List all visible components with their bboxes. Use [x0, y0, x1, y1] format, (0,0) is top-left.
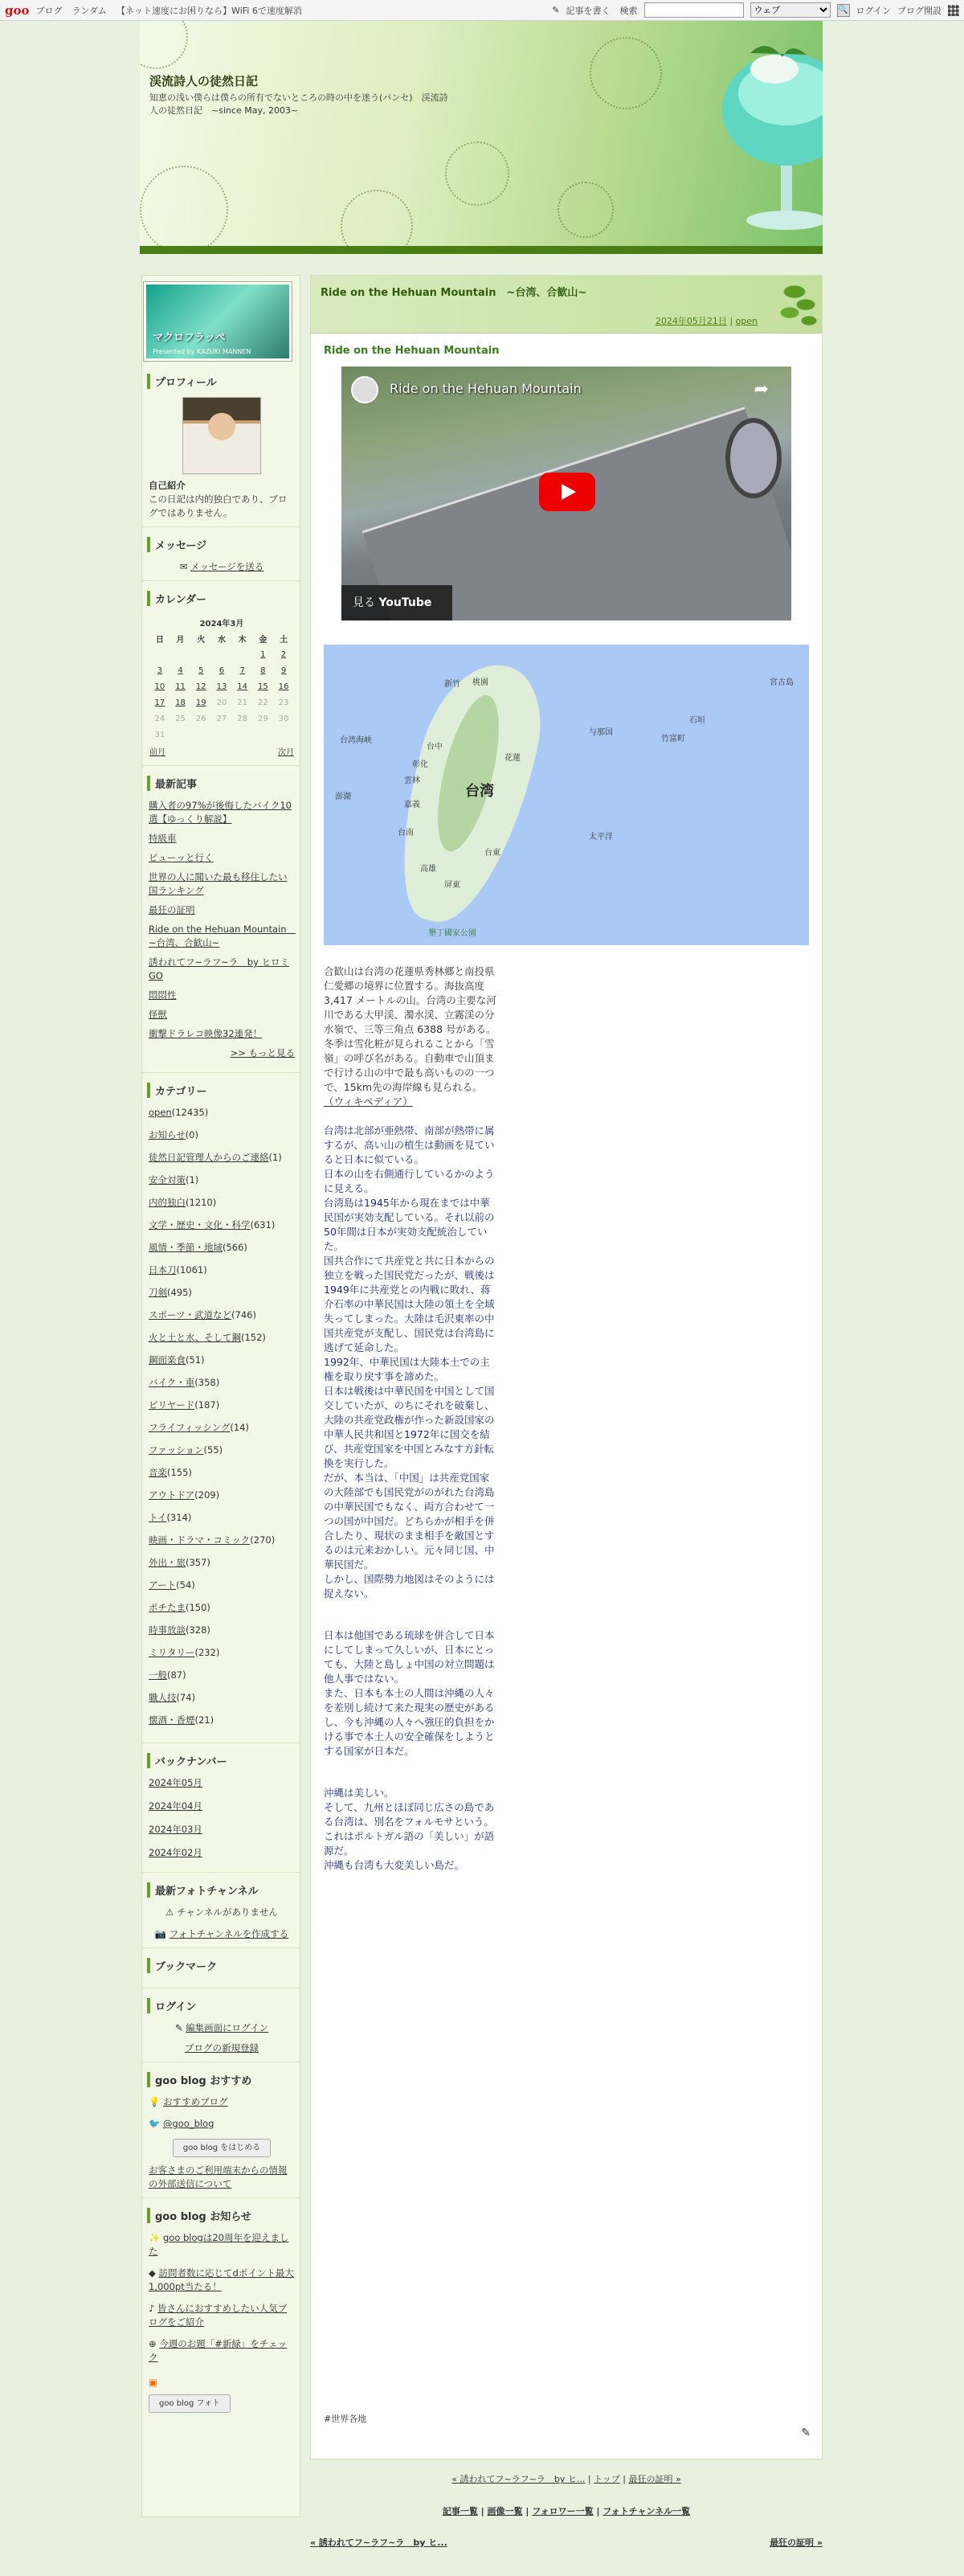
calendar-day-link[interactable]: 18 — [175, 698, 186, 707]
recent-post-link[interactable]: 特級車 — [149, 833, 177, 844]
category-item — [149, 1579, 295, 1592]
calendar-day: 27 — [216, 714, 227, 723]
calendar-day-link[interactable]: 6 — [219, 666, 225, 675]
theme-icon: ⊕ — [149, 2338, 157, 2349]
weekday: 水 — [217, 635, 226, 645]
category-count: (55) — [203, 1444, 223, 1456]
category-count: (87) — [167, 1669, 186, 1681]
backnumber-link[interactable]: 2024年04月 — [149, 1800, 202, 1812]
map-label: 澎湖 — [335, 792, 351, 801]
map-label: 台東 — [484, 849, 500, 858]
calendar-day — [149, 646, 170, 662]
category-count: (21) — [194, 1714, 214, 1726]
category-item — [149, 1241, 295, 1255]
entry-meta — [656, 314, 758, 327]
edit-login-link[interactable]: 編集画面にログイン — [186, 2022, 269, 2033]
category-item — [149, 1128, 295, 1142]
news-section — [142, 2198, 300, 2419]
category-count: (746) — [231, 1309, 256, 1321]
next-entry-link[interactable]: 最狂の証明 » — [770, 2537, 823, 2548]
paragraph: 日本は他国である琉球を併合して日本にしてしまって久しいが、日本にとっても、大陸と島しょ中国の対立問題は他人事ではない。 — [324, 1629, 495, 1685]
category-link[interactable]: ミリタリー — [149, 1647, 195, 1658]
category-count: (187) — [194, 1399, 220, 1411]
news-link[interactable]: 訪問者数に応じてdポイント最大1,000pt当たる！ — [149, 2267, 294, 2292]
follower-list-link[interactable]: フォロワー一覧 — [532, 2506, 594, 2517]
calendar-day-link[interactable]: 9 — [280, 666, 287, 675]
calendar-section — [142, 581, 300, 766]
weekday: 火 — [197, 635, 206, 645]
calendar-day: 31 — [154, 730, 165, 739]
goo-logo[interactable]: goo — [5, 2, 30, 18]
map-label: 台湾海峡 — [340, 736, 372, 745]
category-heading: カテゴリー — [147, 1083, 295, 1098]
entry-text-blue — [324, 1124, 497, 1873]
category-item — [149, 1466, 295, 1480]
weekday: 日 — [155, 635, 164, 645]
bookmark-section — [142, 1948, 300, 1988]
category-item — [149, 1286, 295, 1300]
paragraph: 合歓山は台湾の花蓮県秀林郷と南投県仁愛郷の境界に位置する。海抜高度 3,417 メートルの山。台湾の主要な河川である大甲渓、濁水渓、立霧渓の分水嶺で、三等三角点 6388 号がある。冬季は雪化粧が見られることから「雪嶺」の呼び名がある。自動車で山頂まで行ける山の中で最も高いものの一つで、15km先の海岸線も見られる。 — [324, 965, 496, 1093]
category-item — [149, 1196, 295, 1210]
write-article-link[interactable]: 記事を書く — [566, 5, 611, 16]
category-link[interactable]: 映画・ドラマ・コミック — [149, 1534, 251, 1546]
search-input[interactable] — [644, 2, 744, 18]
lace-ornament — [558, 182, 614, 238]
calendar-day-link[interactable]: 17 — [154, 698, 165, 707]
backnumber-heading: バックナンバー — [147, 1753, 295, 1768]
send-message-link[interactable]: メッセージを送る — [190, 561, 264, 572]
channel-avatar[interactable] — [351, 376, 378, 403]
message-heading: メッセージ — [147, 537, 295, 552]
paragraph: 日本の山を右側通行しているかのように見える。 — [324, 1168, 495, 1194]
calendar-table — [149, 614, 294, 759]
calendar-day-link[interactable]: 15 — [258, 682, 268, 691]
category-link[interactable]: ファッション — [149, 1444, 204, 1456]
more-posts-link[interactable]: >> もっと見る — [230, 1047, 295, 1059]
paragraph: また、日本も本土の人間は沖縄の人々を差別し続けて来た現実の歴史があるし、今も沖縄の人々へ強圧的負担をかける事で本土人の安全確保をしようとする国家が日本だ。 — [324, 1687, 495, 1757]
lace-ornament — [445, 141, 509, 206]
map-label: 嘉義 — [404, 801, 420, 809]
paragraph: 沖縄は美しい。 — [324, 1787, 394, 1799]
calendar-day-link[interactable]: 2 — [280, 649, 287, 659]
pencil-icon: ✎ — [552, 5, 560, 15]
calendar-day — [232, 646, 253, 662]
calendar-day: 21 — [237, 698, 248, 707]
category-item — [149, 1151, 295, 1165]
category-link[interactable]: 刀剣 — [149, 1287, 167, 1298]
recent-post-link[interactable]: 衝撃ドラレコ映像32連発！ — [149, 1028, 263, 1039]
category-item — [149, 1646, 295, 1660]
play-button[interactable] — [539, 473, 595, 511]
lace-ornament — [140, 166, 228, 254]
category-count: (495) — [167, 1287, 192, 1298]
category-count: (1) — [268, 1152, 282, 1163]
category-section — [142, 1073, 300, 1743]
envelope-icon: ✉ — [179, 561, 188, 572]
category-link[interactable]: 職人技 — [149, 1692, 177, 1703]
goo-blog-photo-button[interactable]: goo blog フォト — [149, 2394, 231, 2413]
recommended-blogs-link[interactable]: おすすめブログ — [162, 2096, 228, 2107]
sparkle-icon: ✨ — [149, 2232, 161, 2243]
new-blog-link[interactable]: ブログの新規登録 — [185, 2042, 259, 2054]
calendar-day: 29 — [258, 714, 268, 723]
paragraph: 日本は戦後は中華民国を中国として国交していたが、のちにそれを破棄し、大陸の共産党政権が作った新設国家の中華人民共和国と1972年に国交を結び、共産党国家を中国とみなす方針転換を実行した。 — [324, 1385, 495, 1469]
photo-channel-section — [142, 1873, 300, 1948]
lace-ornament — [590, 37, 662, 109]
youtube-embed[interactable] — [341, 367, 791, 620]
map-label-taiwan: 台湾 — [465, 783, 494, 800]
map-label: 与那国 — [589, 728, 613, 737]
category-item — [149, 1421, 295, 1435]
category-count: (1210) — [186, 1197, 217, 1208]
calendar-day-link[interactable]: 19 — [195, 698, 206, 707]
camera-icon: 📷 — [154, 1928, 167, 1939]
rss-icon[interactable]: ▣ — [149, 2377, 157, 2388]
category-link[interactable]: 懐酒・香煙 — [149, 1714, 195, 1726]
article-list-link[interactable]: 記事一覧 — [442, 2506, 478, 2517]
news-link[interactable]: 今週のお題「#新緑」をチェック — [149, 2338, 288, 2363]
music-icon: ♪ — [149, 2303, 155, 2314]
search-label: 検索 — [619, 5, 638, 16]
blog-start-link[interactable]: ブログ開設 — [897, 5, 942, 16]
entry-title[interactable]: Ride on the Hehuan Mountain ~台湾、合歓山~ — [321, 287, 587, 299]
lace-ornament — [341, 190, 413, 254]
weekday: 金 — [259, 635, 268, 645]
blog-header — [140, 21, 823, 254]
category-count: (270) — [250, 1534, 276, 1546]
twitter-link[interactable]: @goo_blog — [162, 2118, 214, 2129]
category-item — [149, 1444, 295, 1457]
meta-separator: | — [729, 316, 733, 326]
paragraph: 台湾は北部が亜熱帯、南部が熱帯に属するが、高い山の植生は動画を見ていると日本に似ている。 — [324, 1124, 495, 1165]
backnumber-section — [142, 1743, 300, 1873]
lace-ornament — [140, 21, 188, 69]
apps-grid-icon[interactable] — [948, 5, 959, 16]
category-link[interactable]: 文学・歴史・文化・科学 — [149, 1219, 251, 1231]
category-count: (328) — [186, 1624, 210, 1636]
category-link[interactable]: 音楽 — [149, 1467, 167, 1478]
calendar-day: 22 — [258, 698, 268, 707]
calendar-day-link[interactable]: 5 — [198, 666, 204, 675]
category-link[interactable]: 安全対策 — [149, 1174, 186, 1186]
category-item — [149, 1624, 295, 1637]
youtube-logo: YouTube — [378, 596, 432, 609]
road-mirror — [725, 418, 782, 498]
category-link[interactable]: アート — [149, 1579, 177, 1591]
main-entry — [310, 275, 823, 2459]
login-link[interactable]: ログイン — [856, 5, 891, 16]
recommend-heading: goo blog おすすめ — [147, 2072, 295, 2087]
category-link[interactable]: お知らせ — [149, 1129, 186, 1141]
category-item — [149, 1489, 295, 1502]
recent-posts-heading: 最新記事 — [147, 776, 295, 791]
category-link[interactable]: 一般 — [149, 1669, 167, 1681]
category-link[interactable]: アウトドア — [149, 1489, 195, 1501]
category-item — [149, 1691, 295, 1705]
weekday: 土 — [280, 635, 288, 645]
category-link[interactable]: フライフィッシング — [149, 1422, 231, 1433]
category-count: (631) — [250, 1219, 276, 1231]
category-item — [149, 1331, 295, 1345]
next-entry-link[interactable]: 最狂の証明 » — [628, 2474, 681, 2484]
category-count: (314) — [166, 1512, 192, 1523]
category-count: (150) — [186, 1602, 210, 1613]
calendar-day-link[interactable]: 10 — [154, 682, 165, 691]
no-channel-text: チャンネルがありません — [177, 1906, 278, 1918]
paragraph: だが、本当は、「中国」は共産党国家の大陸部でも国民党がのがれた台湾島の中華民国でもなく、両方合わせて一つの国が中国だ。どちらかが相手を併合したり、現状のまま相手を敵国とするのは元来おかしい。元々同じ国、中華民国だ。 — [324, 1472, 495, 1571]
category-link[interactable]: トイ — [149, 1512, 167, 1523]
category-count: (232) — [194, 1647, 220, 1658]
category-link[interactable]: 徒然日記管理人からのご連絡 — [149, 1152, 269, 1163]
topbar-ad-link[interactable]: 【ネット速度にお困りなら】WiFi 6で速度解消 — [116, 5, 302, 16]
calendar-next-link[interactable]: 次月 — [278, 747, 294, 757]
map-label: 彰化 — [412, 760, 428, 769]
list-links: 記事一覧 | 画像一覧 | フォロワー一覧 | フォトチャンネル一覧 — [442, 2506, 691, 2517]
map-label: 高雄 — [420, 865, 436, 874]
paragraph: 沖縄も台湾も大変美しい島だ。 — [324, 1859, 465, 1871]
paragraph: 1992年、中華民国は大陸本土での主権を取り戻す事を諦めた。 — [324, 1356, 490, 1382]
weekday: 木 — [238, 635, 247, 645]
paragraph: そして、九州とほぼ同じ広さの島である台湾は、別名をフォルモサという。これはポルトガル語の「美しい」が語源だ。 — [324, 1801, 495, 1857]
share-icon[interactable]: ➦ — [754, 379, 769, 399]
calendar-day: 25 — [175, 714, 186, 723]
banner-title: マクロフラッペ — [153, 332, 226, 344]
category-item — [149, 1263, 295, 1277]
start-goo-blog-button[interactable]: goo blog をはじめる — [173, 2139, 272, 2157]
login-heading: ログイン — [147, 1998, 295, 2013]
entry-category-link[interactable]: open — [735, 316, 758, 326]
category-count: (357) — [186, 1557, 210, 1568]
category-link[interactable]: バイク・車 — [149, 1377, 195, 1388]
category-link[interactable]: ビリヤード — [149, 1399, 195, 1411]
category-link[interactable]: 内的独白 — [149, 1197, 186, 1208]
sidebar — [141, 275, 300, 2517]
entry-pager: « 誘われてフ~ラフ~ラ by ヒ... | トップ | 最狂の証明 » — [451, 2474, 681, 2484]
avatar — [182, 397, 261, 474]
map-label: 新竹 — [444, 680, 460, 689]
recent-post-link[interactable]: Ride on the Hehuan Mountain ~台湾、合歓山~ — [149, 924, 296, 948]
profile-heading: プロフィール — [147, 374, 295, 389]
recent-post-link[interactable]: 最狂の証明 — [149, 904, 195, 915]
category-count: (14) — [230, 1422, 249, 1433]
calendar-day-link[interactable]: 12 — [195, 682, 206, 691]
prev-entry-link[interactable]: « 誘われてフ~ラフ~ラ by ヒ... — [310, 2537, 447, 2548]
map-label: 屏東 — [444, 881, 460, 890]
edit-pencil-icon[interactable]: ✎ — [801, 2427, 811, 2439]
backnumber-link[interactable]: 2024年05月 — [149, 1777, 202, 1788]
category-item — [149, 1556, 295, 1570]
pencil-icon: ✎ — [174, 2022, 183, 2033]
calendar-heading: カレンダー — [147, 591, 295, 606]
category-count: (152) — [241, 1332, 266, 1343]
map-label: 花蓮 — [504, 754, 521, 763]
map-label: 太平洋 — [589, 833, 613, 842]
top-toolbar — [0, 0, 964, 21]
recent-post-link[interactable]: 購入者の97%が後悔したバイク10選【ゆっくり解説】 — [149, 800, 292, 825]
map-label: 雲林 — [404, 776, 420, 785]
category-link[interactable]: open — [149, 1107, 172, 1118]
point-icon: ◆ — [149, 2267, 156, 2279]
photo-channel-heading: 最新フォトチャンネル — [147, 1882, 295, 1898]
blog-title[interactable]: 渓流詩人の徒然日記 — [149, 74, 259, 88]
category-item — [149, 1714, 295, 1727]
category-link[interactable]: 時事放談 — [149, 1624, 186, 1636]
create-photo-channel-link[interactable]: フォトチャンネルを作成する — [169, 1928, 289, 1939]
external-info-link[interactable]: お客さまのご利用端末からの情報の外部送信について — [149, 2164, 288, 2189]
watch-on-youtube-button[interactable] — [341, 585, 452, 620]
frappe-glass-illustration — [718, 37, 823, 238]
prev-entry-link[interactable]: « 誘われてフ~ラフ~ラ by ヒ... — [451, 2474, 586, 2484]
category-count: (1) — [186, 1174, 199, 1186]
map-label: 竹富町 — [661, 735, 685, 743]
category-item — [149, 1106, 295, 1120]
calendar-day-link[interactable]: 14 — [237, 682, 248, 691]
news-link[interactable]: 皆さんにおすすめしたい人気ブログをご紹介 — [149, 2303, 288, 2328]
recent-post-link[interactable]: 世界の人に聞いた最も移住したい国ランキング — [149, 871, 288, 896]
calendar-day: 24 — [154, 714, 165, 723]
category-item — [149, 1173, 295, 1187]
search-button[interactable]: 🔍 — [837, 4, 850, 17]
category-link[interactable]: 外出・旅 — [149, 1557, 186, 1568]
category-count: (0) — [185, 1129, 198, 1141]
backnumber-link[interactable]: 2024年03月 — [149, 1824, 202, 1835]
calendar-day: 26 — [195, 714, 206, 723]
category-item — [149, 1534, 295, 1547]
map-label: 台中 — [427, 743, 443, 752]
paragraph: しかし、国際勢力地図はそのようには捉えない。 — [324, 1573, 495, 1599]
login-section — [142, 1988, 300, 2062]
map-label: 宮古島 — [770, 678, 794, 687]
topbar-link-blog[interactable]: ブログ — [35, 5, 63, 16]
category-count: (54) — [176, 1579, 195, 1591]
map-label: 桃園 — [472, 678, 488, 687]
calendar-day-link[interactable]: 4 — [178, 666, 183, 675]
calendar-day-link[interactable]: 11 — [175, 682, 186, 691]
search-scope-select[interactable] — [750, 2, 831, 18]
calendar-day-link[interactable]: 7 — [239, 666, 245, 675]
weekday: 月 — [176, 635, 185, 645]
calendar-day-link[interactable]: 16 — [278, 682, 289, 691]
map-label: 台南 — [398, 829, 414, 838]
calendar-day: 20 — [216, 698, 227, 707]
category-item — [149, 1669, 295, 1682]
entry-header — [311, 276, 822, 334]
category-link[interactable]: スポーツ・武道など — [149, 1309, 232, 1321]
category-count: (155) — [167, 1467, 192, 1478]
warning-icon: ⚠ — [165, 1906, 174, 1918]
recent-post-link[interactable]: ビューッと行く — [149, 852, 214, 863]
category-item — [149, 1308, 295, 1322]
watch-label: 見る — [353, 596, 375, 609]
entry-subtitle: Ride on the Hehuan Mountain — [324, 345, 500, 357]
backnumber-link[interactable]: 2024年02月 — [149, 1847, 202, 1858]
message-section — [142, 527, 300, 581]
sidebar-banner-image[interactable] — [144, 282, 292, 361]
calendar-day — [170, 646, 191, 662]
calendar-day — [211, 646, 232, 662]
entry-date-link[interactable]: 2024年05月21日 — [655, 316, 727, 326]
paragraph: 台湾島は1945年から現在までは中華民国が実効支配している。それ以前の50年間は日本が実効支配統治していた。 — [324, 1197, 495, 1252]
recent-post-link[interactable]: 怪獣 — [149, 1009, 167, 1020]
category-link[interactable]: 風情・季節・地域 — [149, 1242, 223, 1253]
header-bar — [140, 246, 823, 254]
top-link[interactable]: トップ — [594, 2474, 620, 2484]
category-count: (51) — [186, 1354, 205, 1366]
entry-body — [311, 334, 822, 1898]
category-item — [149, 1399, 295, 1412]
taiwan-map[interactable] — [324, 645, 809, 945]
wikipedia-link[interactable]: （ウィキペディア） — [324, 1096, 413, 1108]
news-link[interactable]: goo blogは20周年を迎えました — [149, 2232, 289, 2257]
category-link[interactable]: 火と土と水、そして鋼 — [149, 1332, 241, 1343]
category-item — [149, 1218, 295, 1232]
twitter-icon: 🐦 — [149, 2118, 161, 2129]
profile-section — [142, 364, 300, 527]
calendar-day-link[interactable]: 8 — [260, 666, 266, 675]
photo-channel-list-link[interactable]: フォトチャンネル一覧 — [602, 2506, 691, 2517]
calendar-day-link[interactable]: 13 — [216, 682, 227, 691]
calendar-day-link[interactable]: 1 — [260, 649, 266, 659]
category-item — [149, 1511, 295, 1525]
video-title[interactable]: Ride on the Hehuan Mountain — [390, 381, 582, 396]
map-label: 墾丁國家公園 — [428, 929, 476, 938]
category-count: (1061) — [176, 1264, 207, 1276]
category-count: (74) — [176, 1692, 196, 1703]
topbar-link-random[interactable]: ランダム — [71, 5, 108, 16]
category-item — [149, 1601, 295, 1615]
category-link[interactable]: 鋼面楽食 — [149, 1354, 186, 1366]
recent-post-link[interactable]: 悶悶性 — [149, 989, 177, 1001]
recommend-section — [142, 2062, 300, 2198]
calendar-prev-link[interactable]: 前月 — [149, 747, 165, 757]
bookmark-heading: ブックマーク — [147, 1958, 295, 1973]
bulb-icon: 💡 — [149, 2096, 161, 2107]
entry-tag[interactable]: #世界各地 — [324, 2414, 367, 2424]
calendar-day: 28 — [237, 714, 248, 723]
profile-intro: この日記は内的独白であり、ブログではありません。 — [149, 493, 288, 518]
calendar-day — [190, 646, 211, 662]
paragraph: 国共合作にて共産党と共に日本からの独立を戦った国民党だったが、戦後は1949年に共産党との内戦に敗れ、蒋介石率の中華民国は大陸の領土を全域失ってしまった。大陸は毛沢東率の中国共産党が支配し、国民党は台湾島に逃げて延命した。 — [324, 1255, 495, 1354]
category-count: (358) — [194, 1377, 220, 1388]
blog-description: 知恵の浅い僕らは僕らの所有でないところの時の中を迷う(パンセ) 渓流詩人の徒然日記 ~since May, 2003~ — [149, 92, 448, 116]
category-link[interactable]: 日本刀 — [149, 1264, 177, 1276]
category-link[interactable]: ポチたま — [149, 1602, 186, 1613]
calendar-month: 2024年3月 — [199, 619, 244, 629]
image-list-link[interactable]: 画像一覧 — [487, 2506, 523, 2517]
category-item — [149, 1354, 295, 1367]
category-item — [149, 1376, 295, 1390]
recent-posts-section — [142, 766, 300, 1073]
category-count: (12435) — [171, 1107, 209, 1118]
map-label: 石垣 — [689, 716, 705, 725]
profile-intro-label: 自己紹介 — [149, 480, 186, 491]
category-count: (209) — [194, 1489, 220, 1501]
recent-post-link[interactable]: 誘われてフ~ラフ~ラ by ヒロミGO — [149, 956, 290, 981]
category-count: (566) — [223, 1242, 247, 1253]
calendar-day-link[interactable]: 3 — [157, 666, 163, 675]
banner-subtitle: Presented by KAZUKI MANNEN — [153, 348, 251, 355]
calendar-day: 23 — [278, 698, 289, 707]
calendar-day: 30 — [278, 714, 289, 723]
news-heading: goo blog お知らせ — [147, 2208, 295, 2223]
leaf-decoration — [770, 276, 822, 334]
entry-text — [324, 964, 497, 1109]
